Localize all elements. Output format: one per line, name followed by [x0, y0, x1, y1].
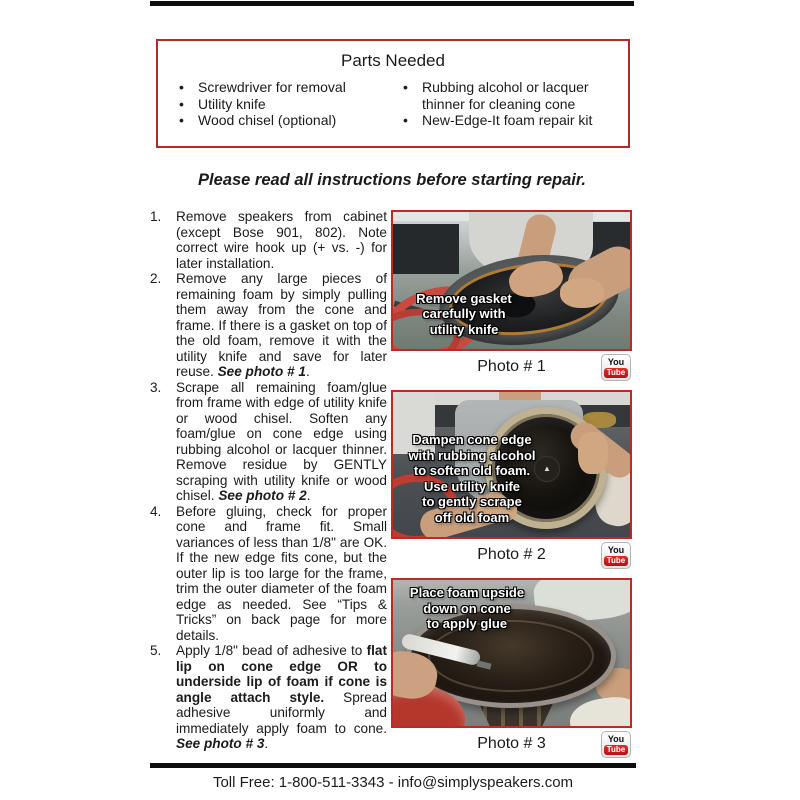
- photo-2-image: [391, 390, 632, 539]
- instruction-step: [150, 504, 387, 644]
- parts-needed-title: Parts Needed: [341, 51, 445, 70]
- photo-3-cloth-shape: [567, 693, 632, 728]
- youtube-badge-you-label: You: [607, 544, 625, 555]
- header-rule: [150, 1, 634, 6]
- parts-list-item: • New-Edge-It foam repair kit: [396, 112, 620, 129]
- photo-1-cubby-shape: [393, 224, 459, 274]
- footer-rule: [150, 763, 636, 768]
- photo-2-dust-cap: ▲: [534, 456, 560, 482]
- step-number: 5.: [150, 643, 162, 658]
- photo-3-caption-row: [391, 731, 632, 757]
- step-number: 2.: [150, 271, 162, 286]
- parts-list-item: • Screwdriver for removal: [172, 79, 394, 96]
- youtube-badge-tube-label: Tube: [604, 745, 629, 755]
- photo-1-overlay-text: Remove gasket carefully with utility knife: [416, 290, 512, 337]
- instruction-steps-list: [150, 209, 387, 752]
- photo-2-hand-shape: [578, 432, 608, 474]
- parts-list-right: [396, 79, 620, 129]
- step-number: 3.: [150, 379, 162, 395]
- photo-3-image: [391, 578, 632, 728]
- step-text: Scrape all remaining foam/glue from frame with edge of utility knife or wood chisel. Soften any foam/glue on cone edge using rubbing alcohol or lacquer thinner. Remove residue by GENTLY scraping with utility knife or wood chisel. See photo # 2.: [176, 379, 387, 503]
- photo-1-image: [391, 210, 632, 351]
- step-text: Before gluing, check for proper cone and frame fit. Small variances of less than 1/8" are OK. If the new edge fits cone, but the outer lip is too large for the frame, trim the outer diameter of the foam edge as needed. See “Tips & Tricks” on back page for more details.: [176, 503, 387, 643]
- photo-2-caption: Photo # 2: [477, 546, 546, 563]
- photo-column: [391, 210, 634, 767]
- photo-1-caption-row: [391, 354, 632, 380]
- photo-1-hand-shape: [560, 278, 604, 308]
- instruction-step: [150, 380, 387, 504]
- step-text: Remove speakers from cabinet (except Bose 901, 802). Note correct wire hook up (+ vs. -) for later installation.: [176, 209, 387, 271]
- photo-3-caption: Photo # 3: [477, 735, 546, 752]
- photo-block-2: [391, 390, 634, 568]
- parts-needed-columns: [158, 79, 628, 129]
- footer-contact-text: Toll Free: 1-800-511-3343 - info@simplyspeakers.com: [212, 774, 574, 791]
- photo-3-overlay-text: Place foam upside down on cone to apply glue: [409, 585, 525, 631]
- parts-list-item: • Rubbing alcohol or lacquer thinner for cleaning cone: [396, 79, 620, 112]
- photo-2-caption-row: [391, 542, 632, 568]
- youtube-badge[interactable]: [601, 542, 631, 569]
- youtube-badge-tube-label: Tube: [604, 556, 629, 566]
- youtube-badge[interactable]: [601, 354, 631, 381]
- instruction-step: [150, 643, 387, 752]
- parts-needed-box: [156, 39, 630, 148]
- youtube-badge-you-label: You: [607, 733, 625, 744]
- step-text: Apply 1/8" bead of adhesive to flat lip on cone edge OR to underside lip of foam if cone is angle attach style. Spread adhesive uniformly and immediately apply foam to cone. See photo # 3.: [176, 643, 387, 751]
- youtube-badge[interactable]: [601, 731, 631, 758]
- step-text: Remove any large pieces of remaining foam by simply pulling them away from the cone and frame. If there is a gasket on top of the old foam, remove it with the utility knife and save for later reuse. See photo # 1.: [176, 271, 387, 379]
- parts-list-item: • Utility knife: [172, 96, 394, 113]
- photo-block-3: [391, 578, 634, 757]
- photo-block-1: [391, 210, 634, 380]
- instruction-step: [150, 271, 387, 380]
- step-number: 1.: [150, 209, 162, 224]
- step-number: 4.: [150, 503, 162, 519]
- photo-1-caption: Photo # 1: [477, 358, 546, 375]
- youtube-badge-you-label: You: [607, 356, 625, 367]
- photo-2-overlay-text: Dampen cone edge with rubbing alcohol to soften old foam. Use utility knife to gently scrape off old foam: [408, 432, 536, 525]
- instruction-step: [150, 209, 387, 271]
- instructions-heading: Please read all instructions before starting repair.: [198, 171, 586, 189]
- youtube-badge-tube-label: Tube: [604, 368, 629, 378]
- parts-list-item: • Wood chisel (optional): [172, 112, 394, 129]
- parts-list-left: [172, 79, 394, 129]
